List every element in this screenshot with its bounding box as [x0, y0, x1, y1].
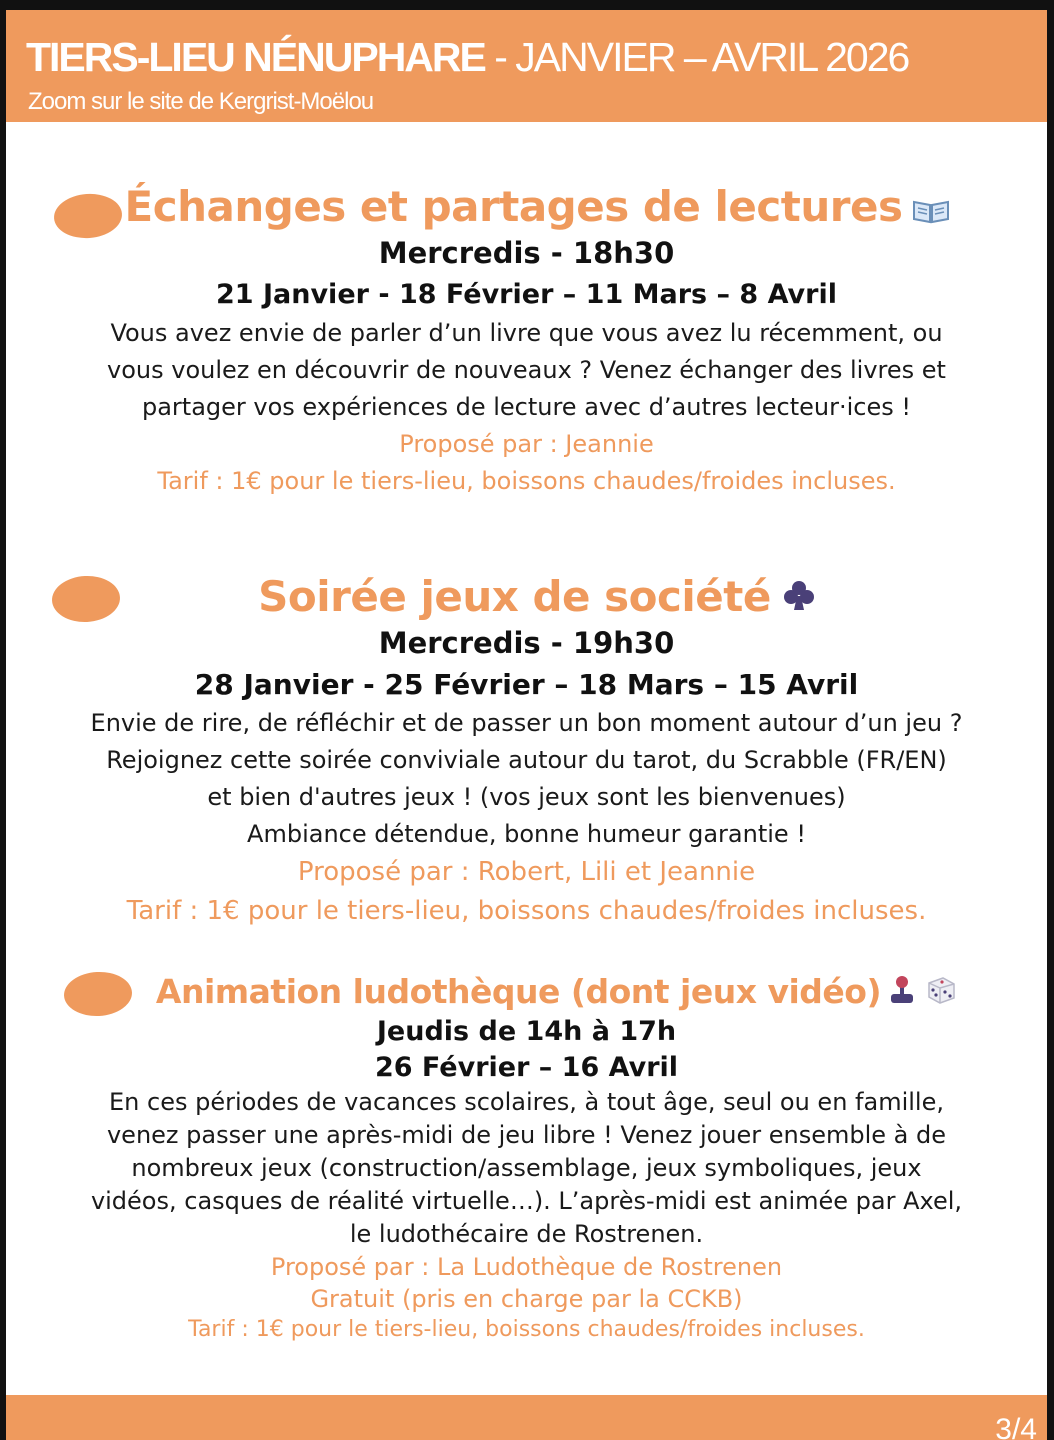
description-line: Ambiance détendue, bonne humeur garantie !: [247, 819, 806, 848]
section-schedule: Jeudis de 14h à 17h: [376, 1015, 677, 1047]
section-dates: 21 Janvier - 18 Février – 11 Mars – 8 Avril: [216, 278, 837, 310]
page-number: 3/4: [995, 1413, 1037, 1440]
section-dates: 26 Février – 16 Avril: [374, 1051, 679, 1083]
section-reading-exchange: [6, 180, 1047, 500]
section-proposed-by: Proposé par : Jeannie: [399, 429, 654, 458]
section-title: [66, 970, 1047, 1016]
section-schedule: Mercredis - 19h30: [378, 625, 675, 660]
section-title-text: Échanges et partages de lectures: [124, 182, 903, 231]
section-description: [6, 1086, 1047, 1251]
description-line: nombreux jeux (construction/assemblage, jeux symboliques, jeux: [131, 1153, 922, 1182]
description-line: partager vos expériences de lecture avec d’autres lecteur·ices !: [141, 392, 912, 421]
joystick-icon: [887, 972, 917, 1016]
club-suit-icon: [781, 573, 817, 627]
section-title-text: Soirée jeux de société: [258, 572, 771, 621]
page-title-rest: - JANVIER – AVRIL 2026: [484, 34, 909, 80]
flyer-page: [6, 10, 1047, 1440]
section-schedule: Mercredis - 18h30: [378, 235, 675, 270]
section-free-note: Gratuit (pris en charge par la CCKB): [310, 1284, 743, 1313]
section-title: [28, 180, 1047, 237]
section-dates: 28 Janvier - 25 Février – 18 Mars – 15 Avril: [194, 667, 859, 701]
description-line: Envie de rire, de réfléchir et de passer un bon moment autour d’un jeu ?: [90, 708, 963, 737]
section-proposed-by: Proposé par : Robert, Lili et Jeannie: [297, 856, 756, 887]
page-title-bold: TIERS-LIEU NÉNUPHARE: [26, 34, 485, 80]
section-price: Tarif : 1€ pour le tiers-lieu, boissons chaudes/froides incluses.: [188, 1316, 865, 1342]
description-line: vidéos, casques de réalité virtuelle…). L’après-midi est animée par Axel,: [90, 1186, 963, 1215]
dice-icon: [925, 972, 957, 1016]
header-banner: [6, 10, 1047, 122]
description-line: Vous avez envie de parler d’un livre que vous avez lu récemment, ou: [110, 318, 943, 347]
section-price: Tarif : 1€ pour le tiers-lieu, boissons chaudes/froides incluses.: [157, 466, 896, 495]
description-line: venez passer une après-midi de jeu libre ! Venez jouer ensemble à de: [106, 1120, 947, 1149]
section-title-text: Animation ludothèque (dont jeux vidéo): [155, 972, 882, 1011]
open-book-icon: [912, 183, 950, 237]
section-toy-library: [6, 970, 1047, 1345]
description-line: Rejoignez cette soirée conviviale autour du tarot, du Scrabble (FR/EN): [106, 745, 947, 774]
section-board-games: [6, 570, 1047, 931]
description-line: vous voulez en découvrir de nouveaux ? Venez échanger des livres et: [107, 355, 946, 384]
section-title: [28, 570, 1047, 627]
section-proposed-by: Proposé par : La Ludothèque de Rostrenen: [270, 1252, 783, 1281]
description-line: le ludothécaire de Rostrenen.: [349, 1219, 704, 1248]
section-price: Tarif : 1€ pour le tiers-lieu, boissons chaudes/froides incluses.: [126, 895, 927, 926]
page-title: [26, 34, 908, 81]
description-line: En ces périodes de vacances scolaires, à tout âge, seul ou en famille,: [109, 1087, 944, 1116]
footer-banner: [6, 1395, 1047, 1440]
section-description: [6, 705, 1047, 853]
description-line: et bien d'autres jeux ! (vos jeux sont les bienvenues): [207, 782, 846, 811]
page-subtitle: Zoom sur le site de Kergrist-Moëlou: [28, 88, 374, 115]
section-description: [6, 315, 1047, 426]
